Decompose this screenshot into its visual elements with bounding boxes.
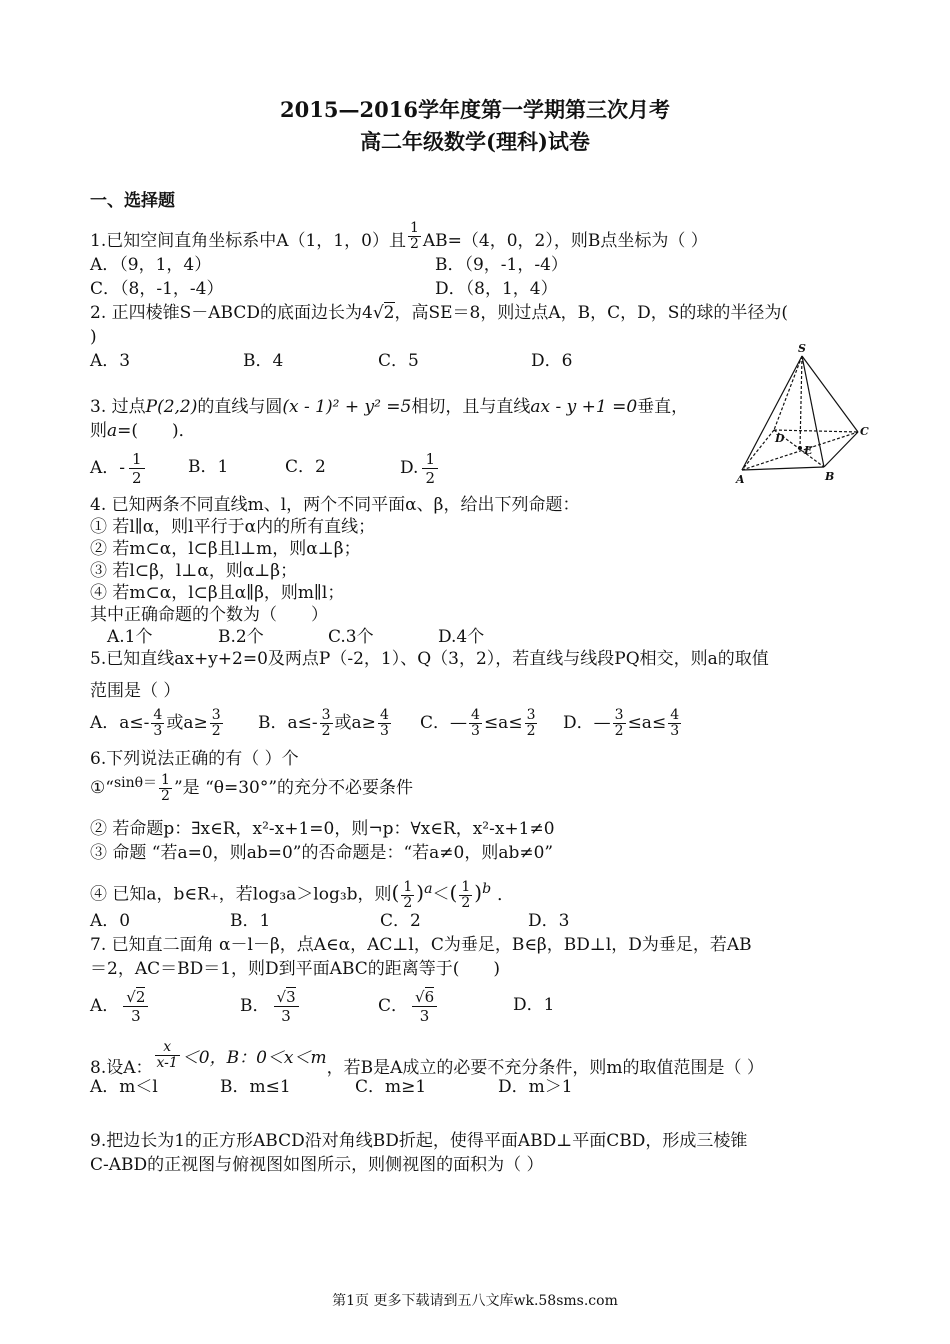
vertex-b-label: B [825,470,835,483]
question-8-stem: 8.设A： $\frac{x}{x-1}$ ＜0，B：0＜x＜m，若B是A成立的必要不充分条件，则m的取值范围是（ ） [90,1039,764,1078]
fraction: $\frac{1}{2}$ [129,450,145,487]
question-9-stem-cont: C-ABD的正视图与俯视图如图所示，则侧视图的面积为（ ） [90,1155,544,1175]
question-7-option-b: B． $\frac{√3}{3}$ [240,988,303,1025]
question-3-option-c: C．2 [285,457,326,477]
question-6-option-a: A．0 [90,911,131,931]
question-8-option-a: A．m＜l [90,1077,158,1097]
edge-sa [742,356,802,470]
vertex-c-label: C [860,425,869,438]
question-6-statement-4: ④ 已知a，b∈R₊，若log₃a＞log₃b，则( $\frac{1}{2}$ )$^a$＜( $\frac{1}{2}$ )$^b$ ． [90,878,515,911]
question-5-option-d: D．— $\frac{3}{2}$ ≤a≤ $\frac{4}{3}$ [563,707,680,739]
question-5-stem-cont: 范围是（ ） [90,681,181,701]
question-6-option-b: B．1 [230,911,271,931]
question-3-stem: 3. 过点P(2,2)的直线与圆(x - 1)² + y² =5相切，且与直线ax - y +1 =0垂直， [90,397,689,417]
question-6-statement-3: ③ 命题 “若a=0，则ab=0”的否命题是：“若a≠0，则ab≠0” [90,843,554,863]
question-7-stem-cont: ＝2，AC＝BD＝1，则D到平面ABC的距离等于( ) [90,959,501,979]
question-6-stem: 6.下列说法正确的有（ ）个 [90,749,299,769]
vertex-s-label: S [798,342,806,355]
question-4-option-b: B.2个 [218,627,264,647]
question-4-statement-2: ② 若m⊂α，l⊂β且l⊥m，则α⊥β； [90,539,361,559]
question-3-stem-cont: 则a=( )． [90,421,196,441]
question-8-option-d: D．m＞1 [498,1077,573,1097]
question-4-option-c: C.3个 [328,627,374,647]
question-4-ask: 其中正确命题的个数为（ ） [90,605,328,625]
question-4-statement-4: ④ 若m⊂α，l⊂β且α∥β，则m∥l； [90,583,345,603]
fraction: $\frac{1}{2}$ [409,220,419,252]
question-1-option-a: A．（9，1，4） [90,255,212,275]
question-7-option-a: A． $\frac{√2}{3}$ [90,988,152,1025]
question-1-option-c: C．（8，-1，-4） [90,279,224,299]
question-9-stem: 9.把边长为1的正方形ABCD沿对角线BD折起，使得平面ABD⊥平面CBD，形成三棱锥 [90,1131,748,1151]
question-2-option-c: C．5 [378,351,419,371]
section-heading: 一、选择题 [90,191,175,211]
page-footer: 第1页 更多下载请到五八文库wk.58sms.com [332,1293,618,1309]
fraction: $\frac{1}{2}$ [422,450,438,487]
question-5-option-b: B．a≤- $\frac{3}{2}$ 或a≥ $\frac{4}{3}$ [258,707,389,739]
question-1-option-d: D．（8，1，4） [435,279,558,299]
question-8-option-c: C．m≥1 [355,1077,427,1097]
question-5-option-a: A．a≤- $\frac{4}{3}$ 或a≥ $\frac{3}{2}$ [90,707,221,739]
question-4-option-d: D.4个 [438,627,485,647]
question-7-option-d: D．1 [513,995,555,1015]
question-4-statement-1: ① 若l∥α，则l平行于α内的所有直线； [90,517,376,537]
question-1-stem: 1.已知空间直角坐标系中A（1，1，0）且 $\frac{1}{2}$ AB=（4，0，2），则B点坐标为（ ） [90,220,708,252]
exam-title-line2: 高二年级数学(理科)试卷 [360,129,590,154]
question-2-option-b: B．4 [243,351,284,371]
question-4-option-a: A.1个 [107,627,153,647]
exam-title-line1: 2015—2016学年度第一学期第三次月考 [280,97,670,122]
question-3-option-d: D. $\frac{1}{2}$ [400,450,442,487]
question-2-stem: 2. 正四棱锥S－ABCD的底面边长为4√2，高SE＝8，则过点A，B，C，D，S的球的半径为( [90,303,789,323]
question-6-option-d: D．3 [528,911,570,931]
point-e-label: E [804,444,813,457]
question-8-option-b: B．m≤1 [220,1077,291,1097]
question-6-statement-1: ①“$^{sin\theta=}$ $\frac{1}{2}$ ”是 “θ=30°”的充分不必要条件 [90,772,414,804]
question-6-option-c: C．2 [380,911,421,931]
question-3-option-a: A．- $\frac{1}{2}$ [90,450,149,487]
question-5-option-c: C．— $\frac{4}{3}$ ≤a≤ $\frac{3}{2}$ [420,707,536,739]
question-7-stem: 7. 已知直二面角 α－l－β，点A∈α，AC⊥l，C为垂足，B∈β，BD⊥l，D为垂足，若AB [90,935,752,955]
question-3-option-b: B．1 [188,457,229,477]
pyramid-figure [732,342,882,487]
vertex-a-label: A [736,473,745,486]
question-1-option-b: B．（9，-1，-4） [435,255,568,275]
sqrt: √2 [372,303,395,323]
question-7-option-c: C． $\frac{√6}{3}$ [378,988,441,1025]
question-4-stem: 4. 已知两条不同直线m、l，两个不同平面α、β，给出下列命题： [90,495,580,515]
question-2-option-a: A．3 [90,351,131,371]
question-5-stem: 5.已知直线ax+y+2=0及两点P（-2，1）、Q（3，2），若直线与线段PQ相交，则a的取值 [90,649,769,669]
question-2-stem-cont: ) [90,327,97,347]
edge-sc [802,356,858,432]
question-2-option-d: D．6 [531,351,573,371]
question-6-statement-2: ② 若命题p：∃x∈R，x²-x+1=0，则¬p：∀x∈R，x²-x+1≠0 [90,819,555,839]
question-4-statement-3: ③ 若l⊂β，l⊥α，则α⊥β； [90,561,298,581]
vertex-d-label: D [775,432,785,445]
